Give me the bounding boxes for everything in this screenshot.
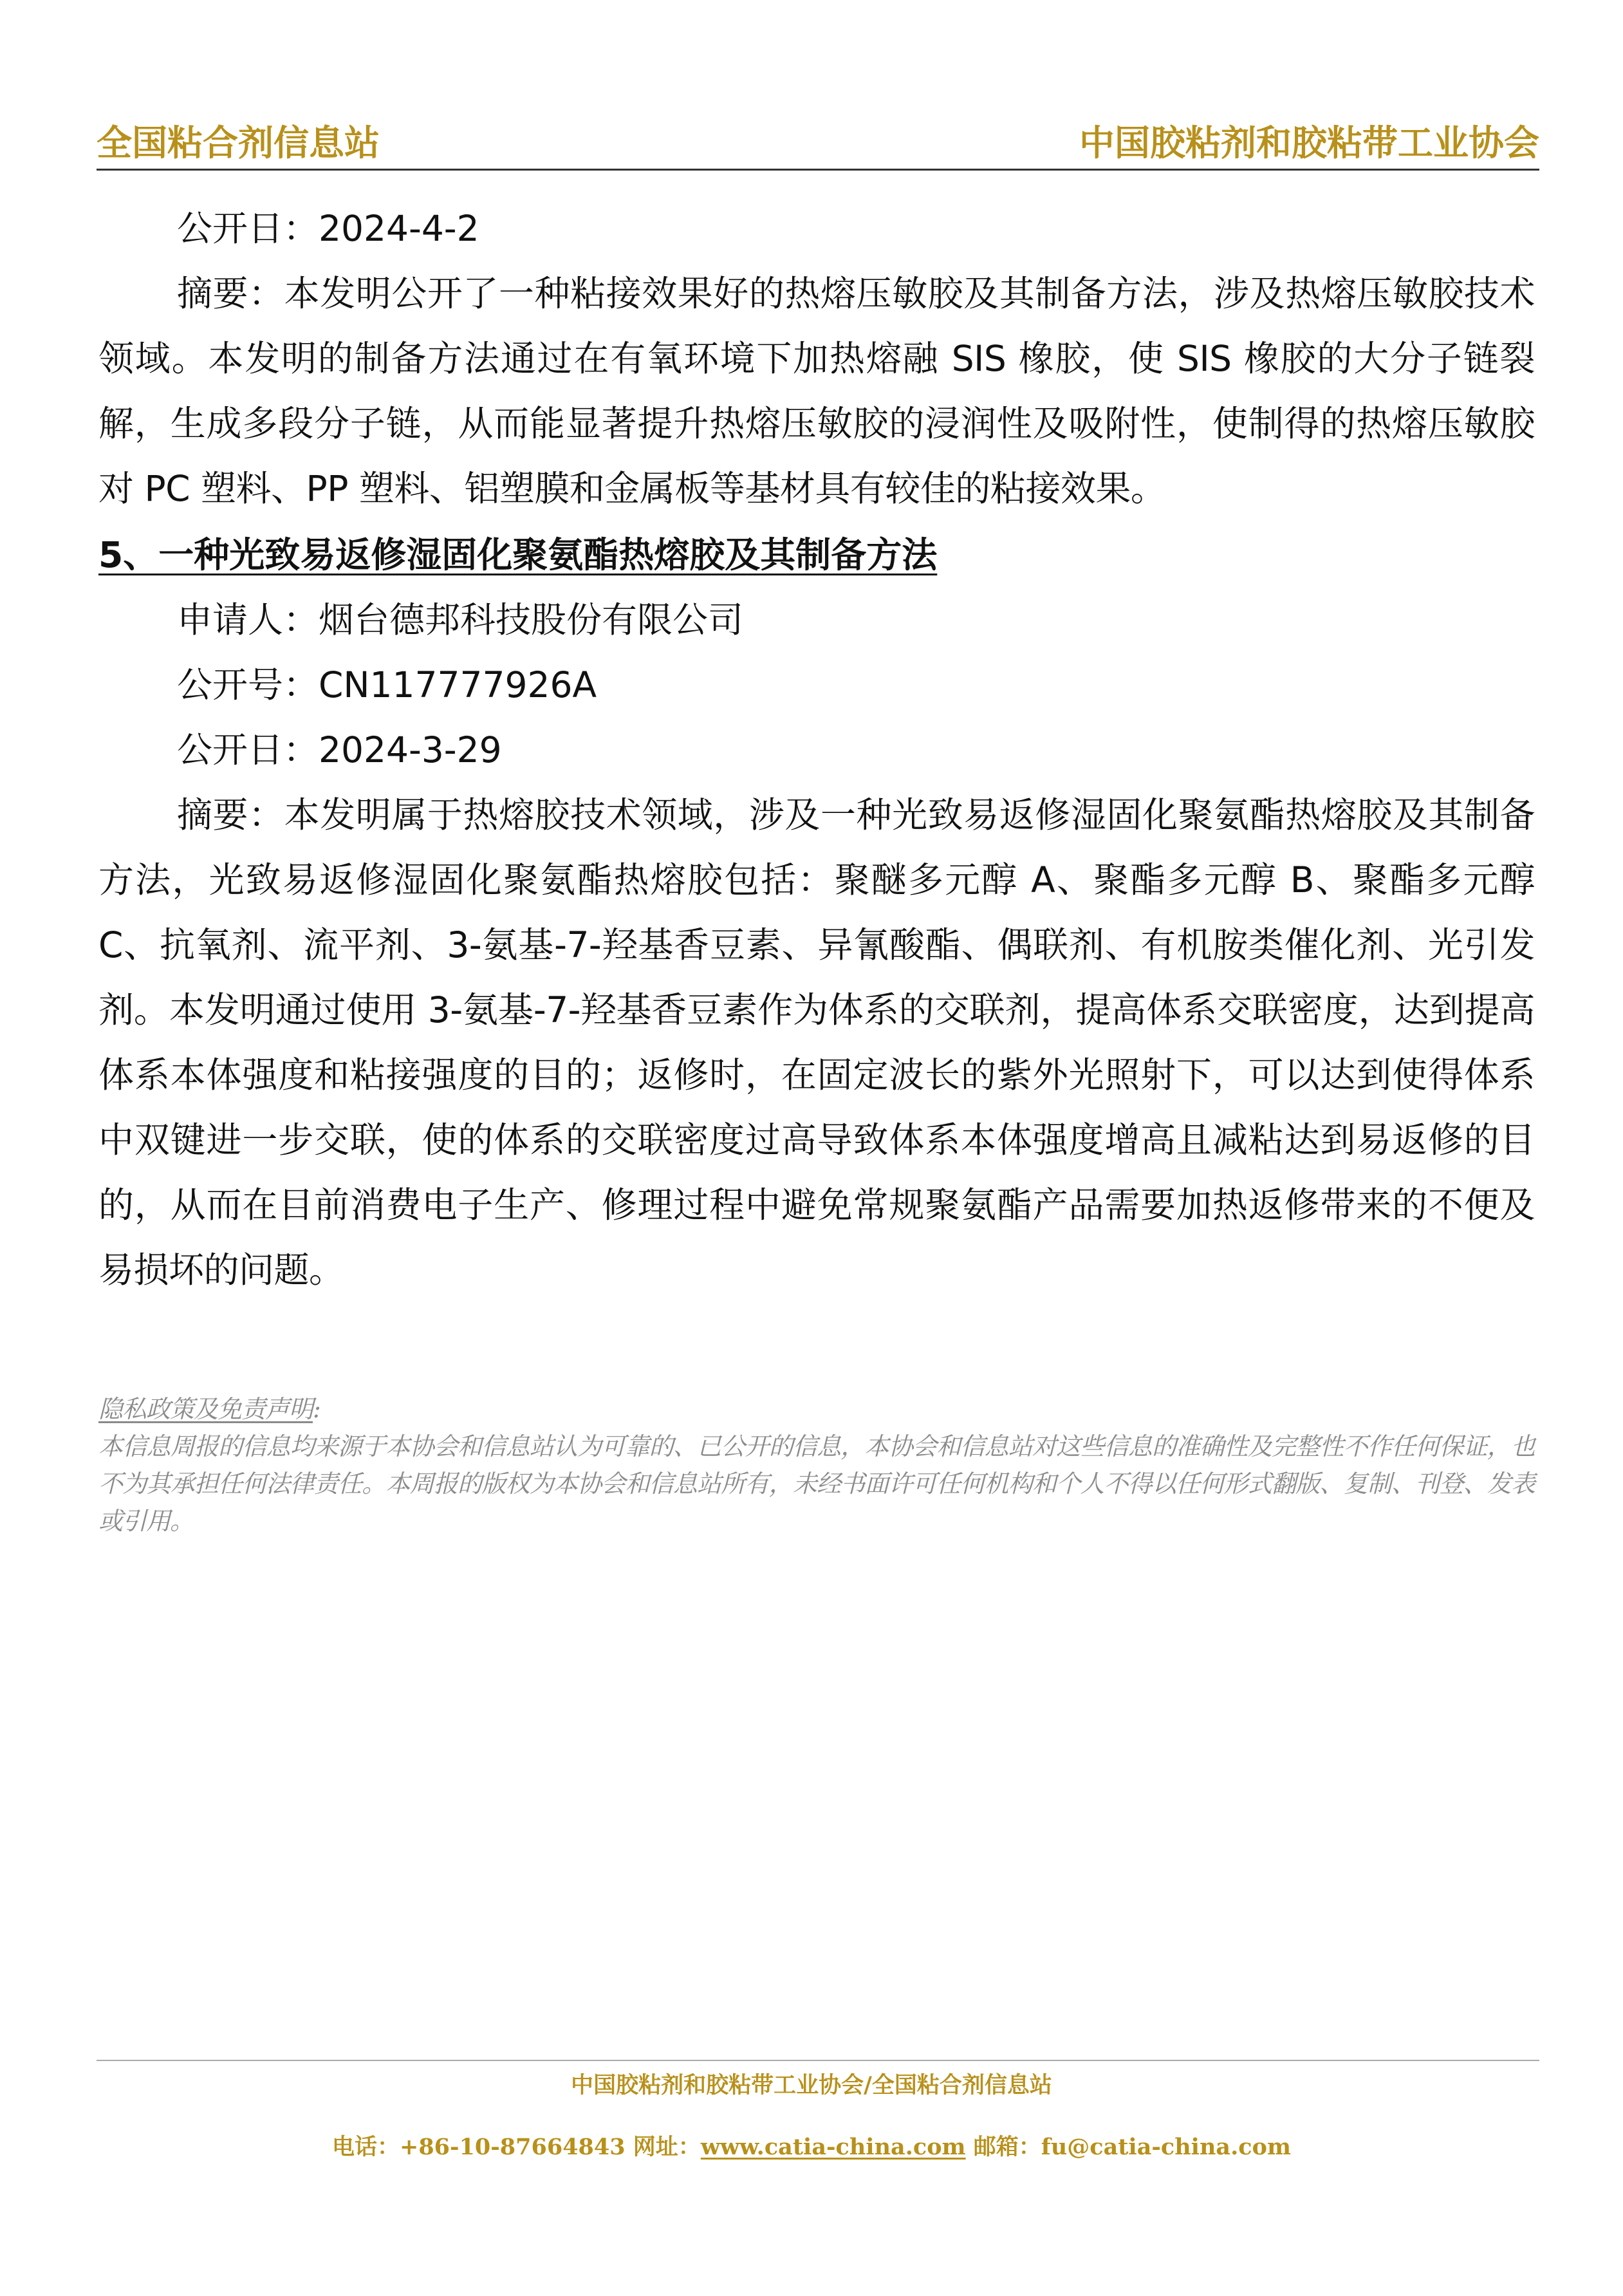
page-header [97, 115, 1539, 171]
disclaimer-title: 隐私政策及免责声明 [98, 1395, 313, 1423]
main-content [98, 196, 1535, 1303]
website-link[interactable]: www.catia-china.com [700, 2134, 966, 2160]
disclaimer-body: 本信息周报的信息均来源于本协会和信息站认为可靠的、已公开的信息，本协会和信息站对这些信息的准确性及完整性不作任何保证，也不为其承担任何法律责任。本周报的版权为本协会和信息站所有，未经书面许可任何机构和个人不得以任何形式翻版、复制、刊登、发表或引用。 [98, 1432, 1535, 1535]
disclaimer [98, 1390, 1535, 1540]
footer-phone: 电话：+86-10-87664843 网址： [332, 2134, 701, 2160]
item4-abstract: 摘要：本发明公开了一种粘接效果好的热熔压敏胶及其制备方法，涉及热熔压敏胶技术领域。本发明的制备方法通过在有氧环境下加热熔融 SIS 橡胶，使 SIS 橡胶的大分子链裂解，生成多段分子链，从而能显著提升热熔压敏胶的浸润性及吸附性，使制得的热熔压敏胶对 PC 塑料、PP 塑料、铝塑膜和金属板等基材具有较佳的粘接效果。 [98, 273, 1535, 509]
item5-abstract: 摘要：本发明属于热熔胶技术领域，涉及一种光致易返修湿固化聚氨酯热熔胶及其制备方法，光致易返修湿固化聚氨酯热熔胶包括：聚醚多元醇 A、聚酯多元醇 B、聚酯多元醇 C、抗氧剂、流平剂、3-氨基-7-羟基香豆素、异氰酸酯、偶联剂、有机胺类催化剂、光引发剂。本发明通过使用 3-氨基-7-羟基香豆素作为体系的交联剂，提高体系交联密度，达到提高体系本体强度和粘接强度的目的；返修时，在固定波长的紫外光照射下，可以达到使得体系中双键进一步交联，使的体系的交联密度过高导致体系本体强度增高且减粘达到易返修的目的，从而在目前消费电子生产、修理过程中避免常规聚氨酯产品需要加热返修带来的不便及易损坏的问题。 [98, 794, 1535, 1291]
disclaimer-colon: : [313, 1395, 320, 1423]
association-name: 中国胶粘剂和胶粘带工业协会 [1079, 122, 1539, 163]
item5-pub-no: 公开号：CN117777926A [177, 664, 597, 705]
footer-contact [0, 2128, 1623, 2167]
item5-pub-date: 公开日：2024-3-29 [177, 729, 502, 770]
item5-title: 5、一种光致易返修湿固化聚氨酯热熔胶及其制备方法 [98, 534, 938, 575]
site-name: 全国粘合剂信息站 [97, 122, 380, 163]
page-footer [0, 2066, 1623, 2167]
footer-email[interactable]: 邮箱：fu@catia-china.com [965, 2134, 1291, 2160]
item5-applicant: 申请人：烟台德邦科技股份有限公司 [177, 599, 744, 640]
footer-org: 中国胶粘剂和胶粘带工业协会/全国粘合剂信息站 [571, 2072, 1052, 2098]
item4-pub-date: 公开日：2024-4-2 [177, 208, 479, 249]
footer-divider [97, 2060, 1539, 2061]
